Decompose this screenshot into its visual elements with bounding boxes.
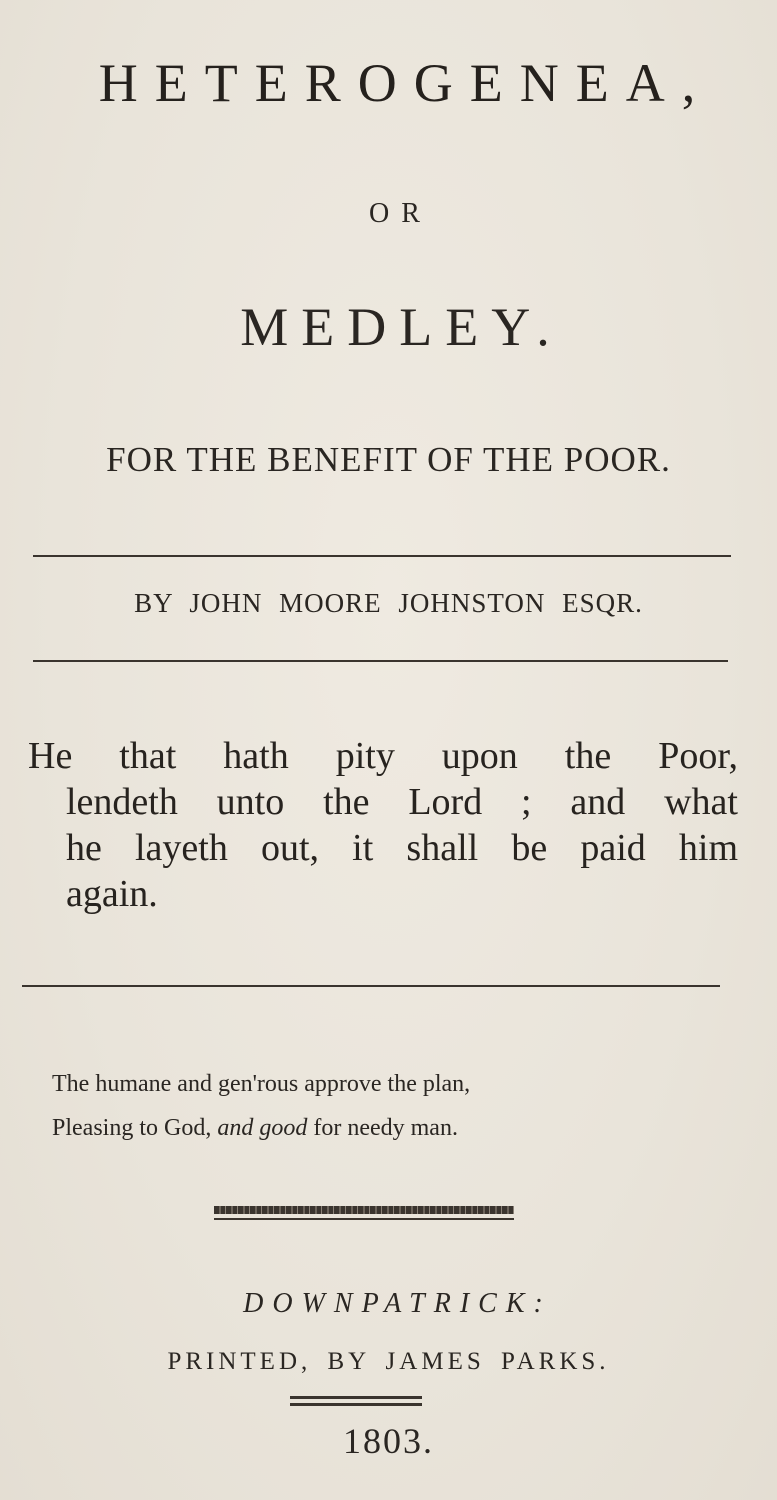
imprint-year: 1803.	[343, 1421, 434, 1461]
book-purpose: FOR THE BENEFIT OF THE POOR.	[106, 440, 671, 479]
epigraph-line: lendeth unto the Lord ; and what	[66, 781, 738, 823]
verse-line: The humane and gen'rous approve the plan,	[52, 1071, 471, 1097]
ornament-rule	[214, 1206, 514, 1220]
title-connector: OR	[369, 198, 432, 229]
epigraph-line: again.	[66, 873, 158, 915]
verse-text: Pleasing to God,	[52, 1115, 218, 1141]
ornament-thin-rule	[214, 1218, 514, 1220]
divider-rule	[33, 660, 728, 662]
imprint-printer: PRINTED, BY JAMES PARKS.	[167, 1348, 610, 1375]
verse-line	[52, 1106, 470, 1150]
epigraph-line: He that hath pity upon the Poor,	[28, 735, 738, 777]
scripture-epigraph	[28, 733, 738, 917]
divider-rule	[22, 985, 720, 987]
ornament-band	[214, 1206, 514, 1214]
verse-italic: and good	[217, 1115, 308, 1141]
imprint-place: DOWNPATRICK:	[243, 1288, 552, 1319]
verse-text: for needy man.	[307, 1115, 458, 1141]
divider-rule	[33, 555, 731, 557]
epigraph-line: he layeth out, it shall be paid him	[66, 827, 738, 869]
author-line: BY JOHN MOORE JOHNSTON ESQR.	[134, 588, 643, 618]
verse-couplet	[52, 1062, 470, 1150]
double-rule-bottom	[290, 1403, 422, 1406]
book-subtitle: MEDLEY.	[240, 297, 563, 357]
double-rule-top	[290, 1396, 422, 1399]
book-title: HETEROGENEA,	[98, 53, 713, 113]
